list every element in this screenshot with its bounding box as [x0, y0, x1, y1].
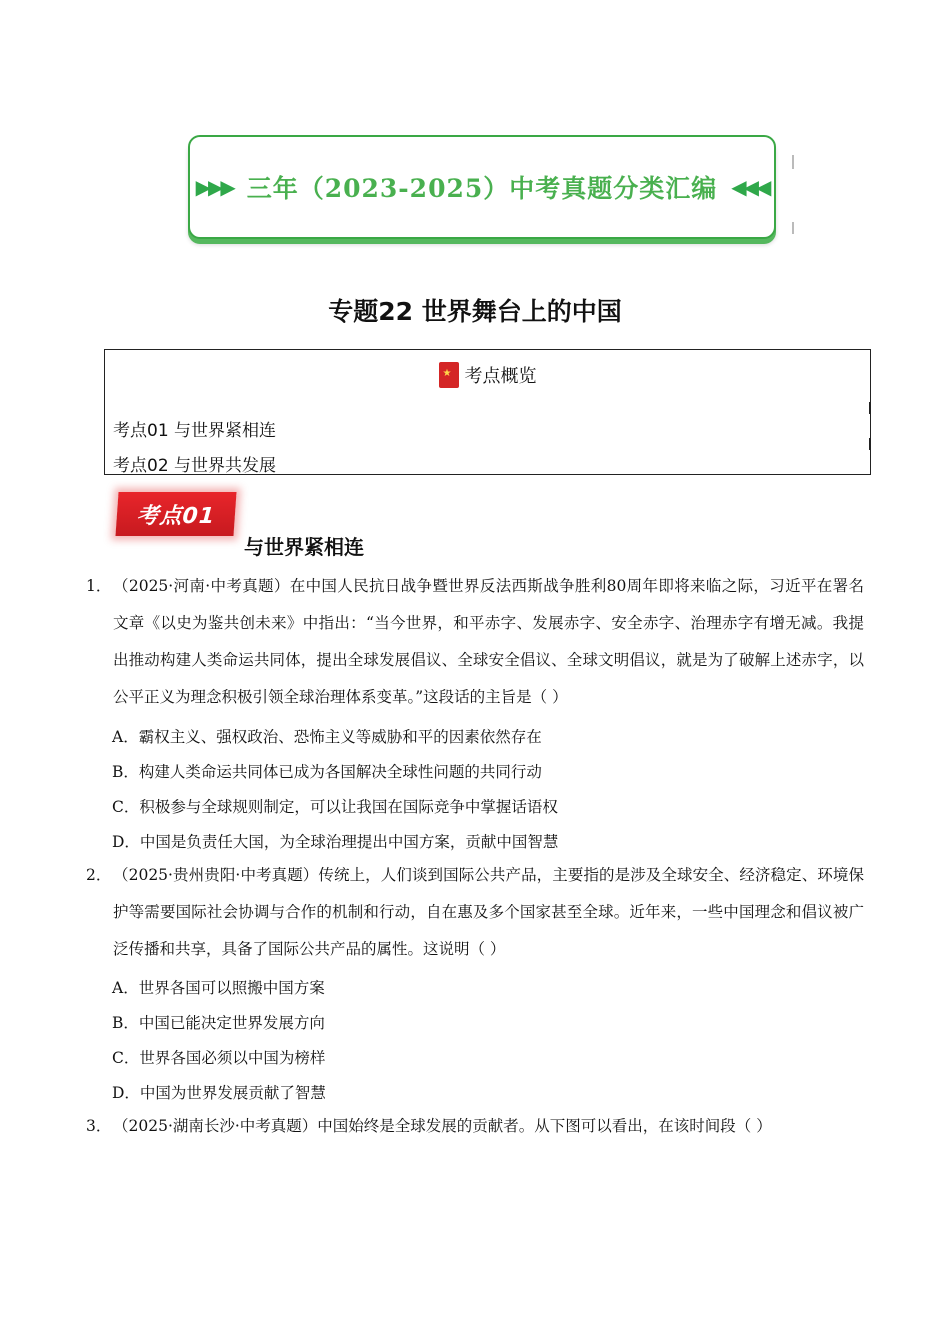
divider: [792, 155, 794, 169]
overview-item: 考点01 与世界紧相连: [113, 421, 277, 441]
option-c: C．世界各国必须以中国为榜样: [112, 1049, 326, 1067]
right-arrows-icon: ▶▶▶: [195, 175, 233, 199]
option-d: D．中国是负责任大国，为全球治理提出中国方案，贡献中国智慧: [112, 833, 559, 851]
option-b: B．中国已能决定世界发展方向: [112, 1014, 325, 1032]
question-number: 2．: [86, 866, 112, 884]
question-number: 3．: [86, 1117, 112, 1135]
option-d: D．中国为世界发展贡献了智慧: [112, 1084, 326, 1102]
option-a: A．世界各国可以照搬中国方案: [112, 979, 325, 997]
divider: [869, 402, 871, 414]
divider: [792, 222, 794, 234]
option-a: A．霸权主义、强权政治、恐怖主义等威胁和平的因素依然存在: [112, 728, 542, 746]
section-badge: [115, 492, 236, 536]
book-icon: [439, 362, 459, 388]
section-title: 与世界紧相连: [244, 535, 364, 559]
option-c: C．积极参与全球规则制定，可以让我国在国际竞争中掌握话语权: [112, 798, 558, 816]
title-banner: [188, 135, 776, 239]
question-stem: （2025·河南·中考真题）在中国人民抗日战争暨世界反法西斯战争胜利80周年即将来临之际，习近平在署名文章《以史为鉴共创未来》中指出：“当今世界，和平赤字、发展赤字、安全赤字、治理赤字有增无减。我提出推动构建人类命运共同体，提出全球发展倡议、全球安全倡议、全球文明倡议，就是为了破解上述赤字，以公平正义为理念积极引领全球治理体系变革。”这段话的主旨是（ ）: [113, 577, 864, 706]
question-stem: （2025·湖南长沙·中考真题）中国始终是全球发展的贡献者。从下图可以看出，在该时间段（ ）: [113, 1117, 772, 1135]
overview-heading-text: 考点概览: [464, 366, 537, 387]
section-badge-text: 考点01: [135, 503, 217, 529]
overview-box: [104, 349, 871, 475]
question-1: [86, 568, 864, 716]
page-title: 专题22 世界舞台上的中国: [328, 297, 622, 326]
question-3: [86, 1108, 864, 1145]
left-arrows-icon: ◀◀◀: [731, 175, 769, 199]
divider: [869, 438, 871, 450]
overview-heading: [105, 362, 870, 388]
overview-item: 考点02 与世界共发展: [113, 456, 277, 476]
question-stem: （2025·贵州贵阳·中考真题）传统上，人们谈到国际公共产品，主要指的是涉及全球安全、经济稳定、环境保护等需要国际社会协调与合作的机制和行动，自在惠及多个国家甚至全球。近年来，一些中国理念和倡议被广泛传播和共享，具备了国际公共产品的属性。这说明（ ）: [113, 866, 864, 958]
banner-text: 三年（2023-2025）中考真题分类汇编: [246, 174, 718, 203]
question-number: 1．: [86, 577, 112, 595]
option-b: B．构建人类命运共同体已成为各国解决全球性问题的共同行动: [112, 763, 542, 781]
question-2: [86, 857, 864, 968]
